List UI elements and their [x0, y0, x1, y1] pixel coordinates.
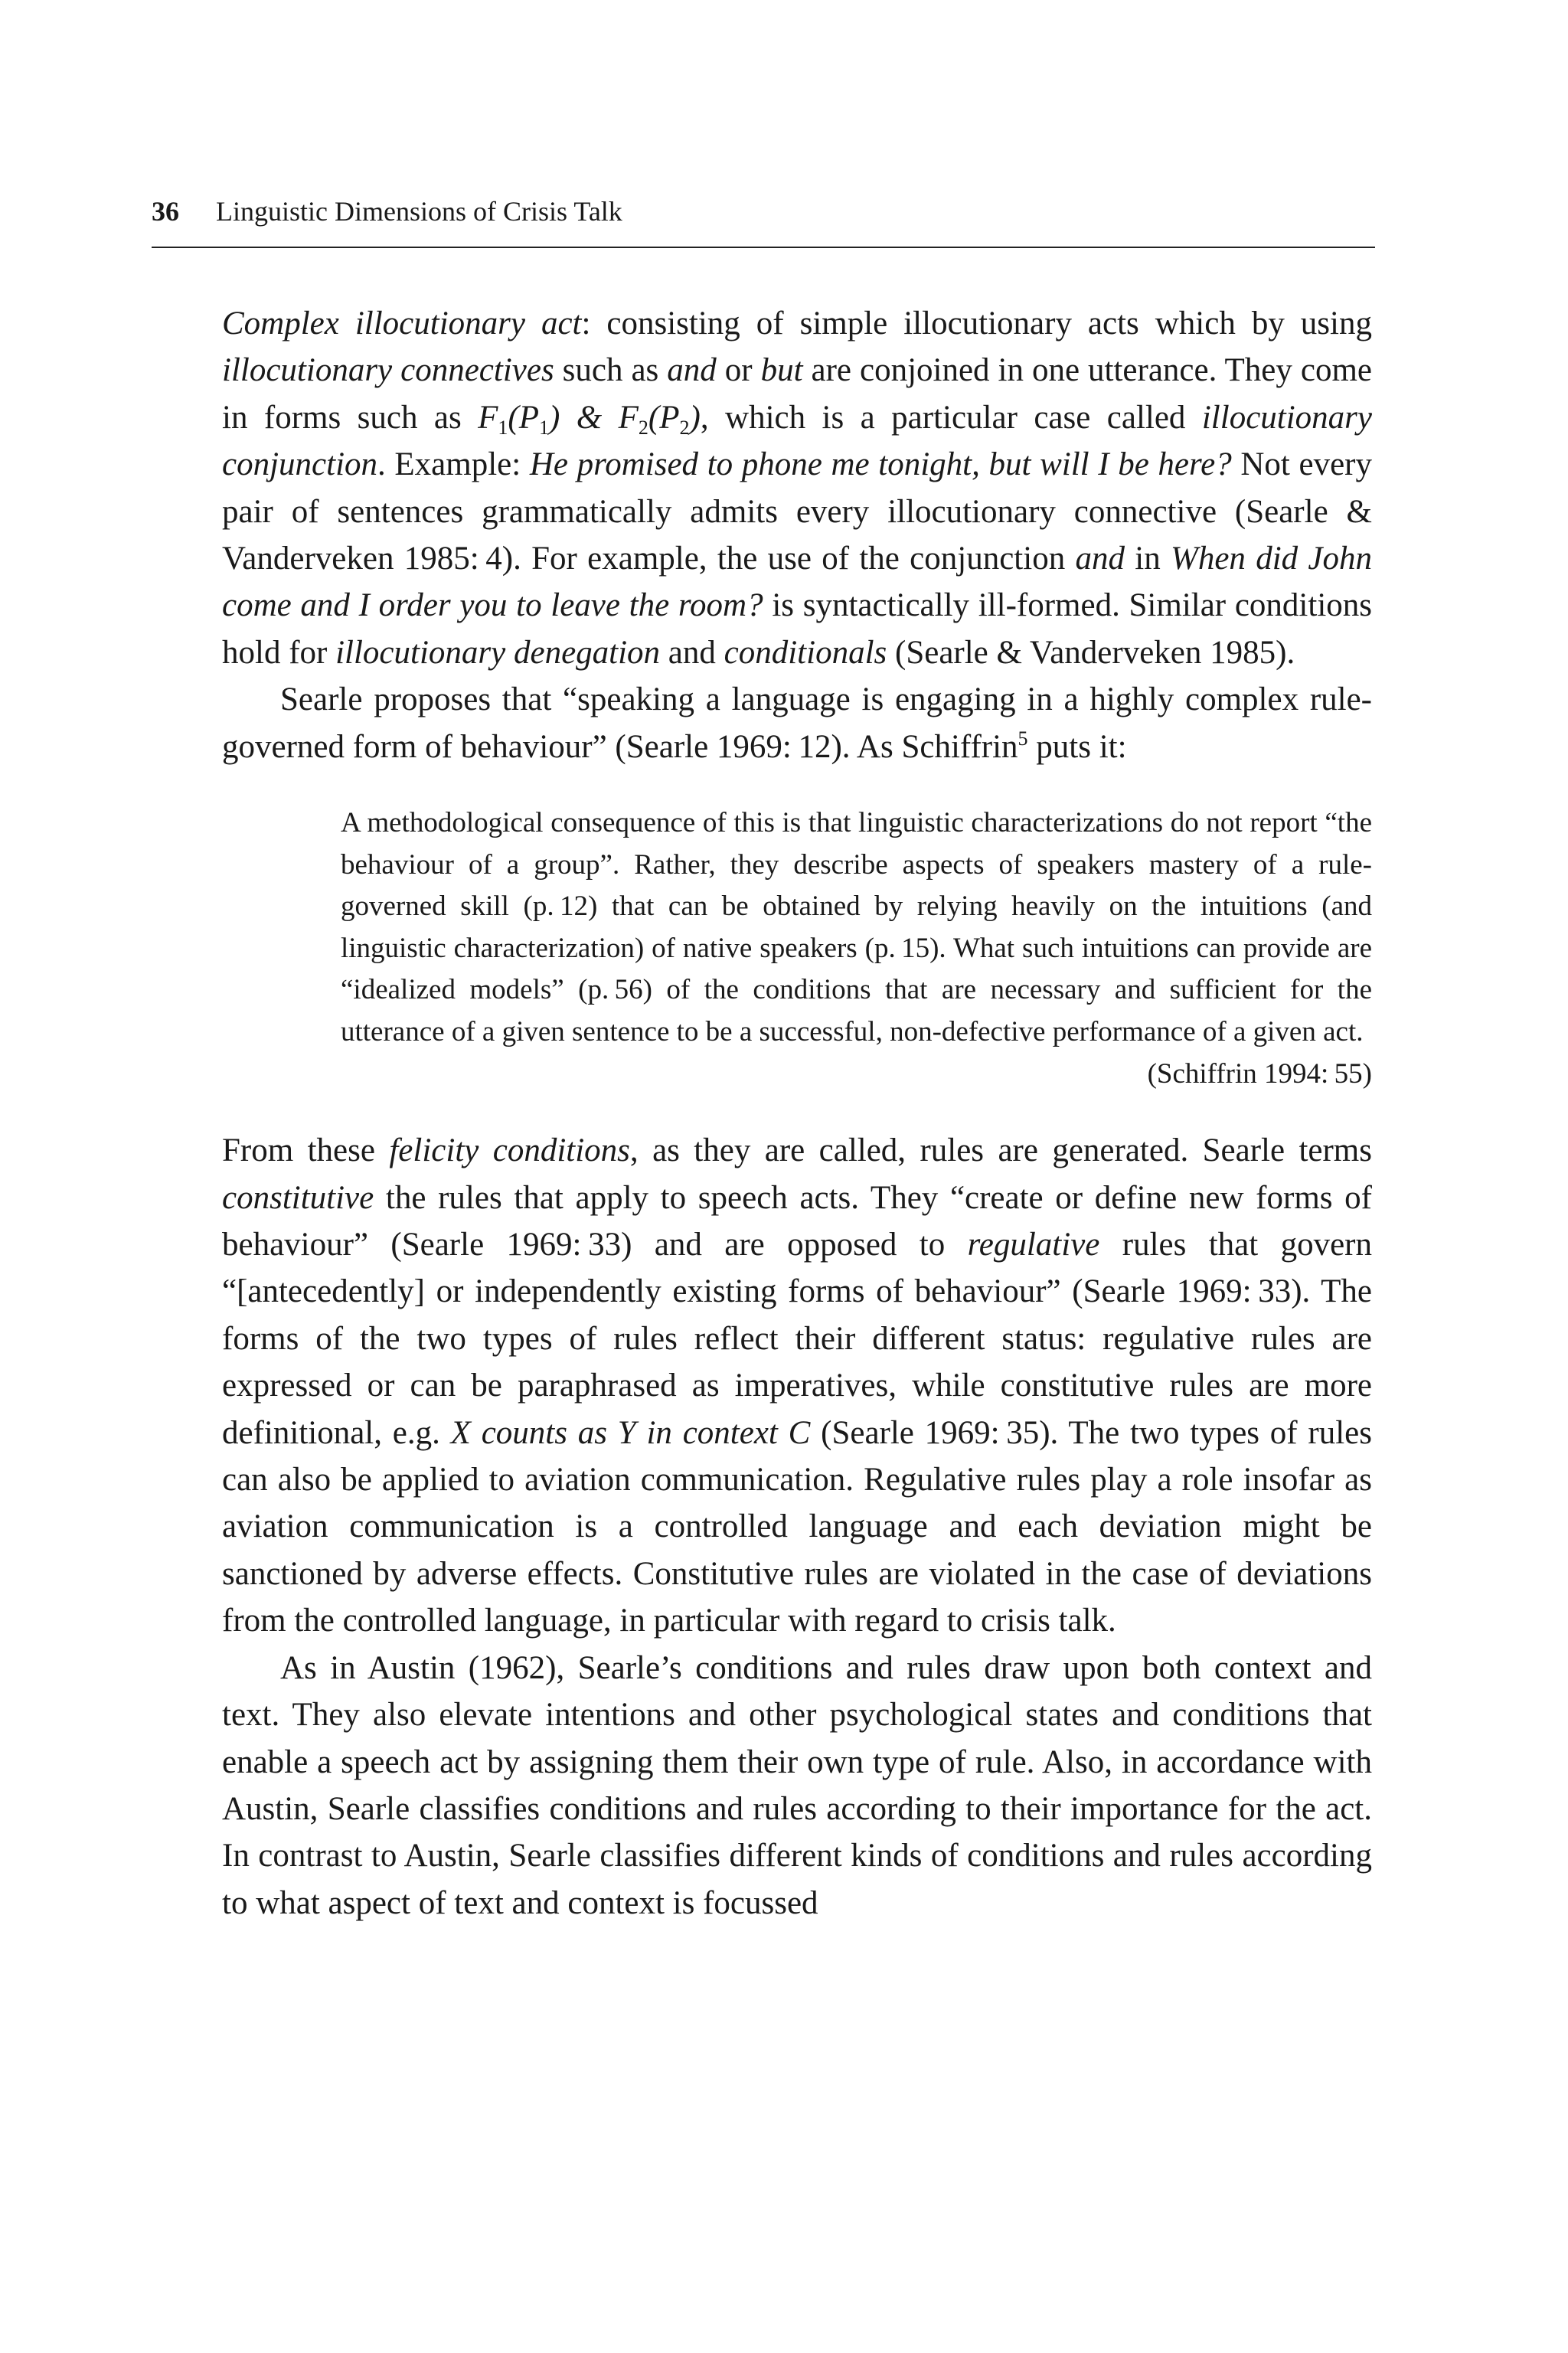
italic-run: X counts as Y in context C	[450, 1414, 811, 1451]
formula-subscript: 1	[539, 416, 550, 439]
text-run: or	[716, 352, 761, 389]
italic-run: illocutionary conjunction	[222, 399, 1372, 483]
text-run: . Example:	[377, 446, 530, 483]
italic-run: illocutionary connectives	[222, 352, 554, 389]
text-run: , as they are called, rules are generated. Searle terms	[629, 1132, 1372, 1169]
formula-part: )	[689, 399, 701, 436]
text-run: , which is a particular case called	[700, 399, 1202, 436]
italic-run: illocutionary denegation	[335, 634, 661, 671]
italic-run: but	[760, 352, 803, 389]
text-run: such as	[554, 352, 668, 389]
text-run: : consisting of simple illocutionary acts which by using	[581, 306, 1372, 342]
quote-text: A methodological consequence of this is that linguistic characterizations do not report “the behaviour of a group”. Rather, they describe aspects of speakers mastery of a rule-governed skill (p. 12) that can be obtained by relying heavily on the intuitions (and linguistic characterization) of native speakers (p. 15). What such intuitions can provide are “idealized models” (p. 56) of the conditions that are necessary and sufficient for the utterance of a given sentence to be a successful, non-defective performance of a given act.	[341, 807, 1372, 1048]
formula-conjunction	[478, 399, 701, 439]
text-run: (Searle & Vanderveken 1985).	[887, 634, 1295, 671]
formula-subscript: 2	[638, 416, 648, 439]
formula-part: (P	[648, 399, 680, 436]
page-number: 36	[152, 196, 179, 227]
main-text	[222, 300, 1372, 1927]
italic-run: felicity conditions	[389, 1132, 630, 1169]
text-run: (Searle 1969: 35). The two types of rules can also be applied to aviation communication. Regulative rules play a role insofar as aviation communication is a controlled language and each deviation might be sanctioned by adverse effects. Constitutive rules are violated in the case of deviations from the controlled language, in particular with regard to crisis talk.	[222, 1414, 1372, 1639]
text-run: puts it:	[1027, 728, 1127, 765]
formula-subscript: 2	[679, 416, 690, 439]
italic-run: regulative	[967, 1227, 1100, 1263]
italic-run: conditionals	[724, 634, 887, 671]
formula-subscript: 1	[498, 416, 508, 439]
footnote-marker: 5	[1018, 727, 1028, 750]
quote-source: (Schiffrin 1994: 55)	[1147, 1057, 1372, 1090]
italic-run: constitutive	[222, 1179, 374, 1216]
example-sentence: He promised to phone me tonight, but will I be here?	[529, 446, 1232, 483]
italic-run: and	[1075, 541, 1125, 577]
text-run: Searle proposes that “speaking a language is engaging in a highly complex rule-governed form of behaviour” (Searle 1969: 12). As Schiffrin	[222, 681, 1372, 765]
paragraph-felicity-conditions	[222, 1127, 1372, 1644]
text-run: is syntactically ill-formed. Similar conditions hold for	[222, 587, 1372, 671]
formula-part: ) & F	[549, 399, 639, 436]
paragraph-searle-proposes	[222, 676, 1372, 770]
text-run: the rules that apply to speech acts. They “create or define new forms of behaviour” (Searle 1969: 33) and are opposed to	[222, 1179, 1372, 1263]
formula-part: F	[478, 399, 498, 436]
paragraph-complex-illocutionary-act	[222, 300, 1372, 676]
term-complex-illocutionary-act: Complex illocutionary act	[222, 306, 582, 342]
paragraph-austin: As in Austin (1962), Searle’s conditions and rules draw upon both context and text. They also elevate intentions and other psychological states and conditions that enable a speech act by assigning them their own type of rule. Also, in accordance with Austin, Searle classifies conditions and rules according to their importance for the act. In contrast to Austin, Searle classifies different kinds of conditions and rules according to what aspect of text and context is focussed	[222, 1649, 1372, 1921]
text-run: are conjoined in one utterance. They come in forms such as	[222, 352, 1372, 436]
book-title: Linguistic Dimensions of Crisis Talk	[216, 196, 622, 227]
text-run: rules that govern “[antecedently] or independently existing forms of behaviour” (Searle 1969: 33). The forms of the two types of rules reflect their different status: regulative rules are expressed or can be paraphrased as imperatives, while constitutive rules are more definitional, e.g.	[222, 1227, 1372, 1451]
block-quote	[341, 802, 1372, 1095]
formula-part: (P	[508, 399, 540, 436]
italic-run: and	[667, 352, 717, 389]
text-run: Not every pair of sentences grammatically admits every illocutionary connective (Searle & Vanderveken 1985: 4). For example, the use of the conjunction	[222, 446, 1372, 577]
text-run: and	[660, 634, 724, 671]
text-run: in	[1124, 541, 1171, 577]
text-run: From these	[222, 1132, 390, 1169]
example-sentence: When did John come and I order you to leave the room?	[222, 541, 1373, 624]
running-head	[152, 193, 1375, 248]
